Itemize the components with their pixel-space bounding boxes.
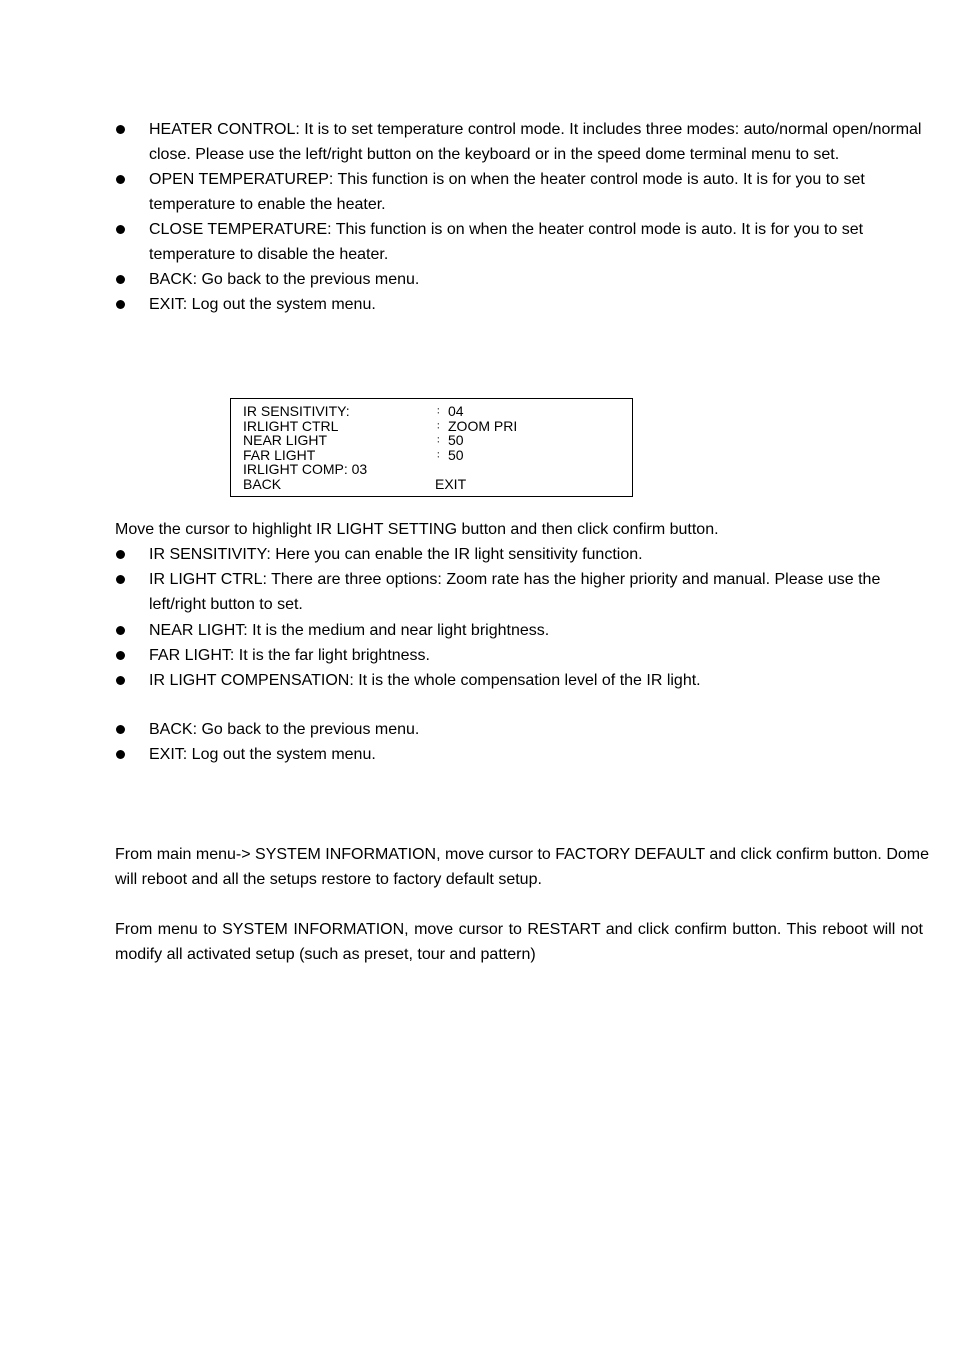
bullet-dot-icon <box>116 125 125 134</box>
bullet-dot-icon <box>116 750 125 759</box>
bullet-back: BACK: Go back to the previous menu. <box>115 717 927 742</box>
bullet-ir-light-ctrl: IR LIGHT CTRL: There are three options: Zoom rate has the higher priority and manual. Please use the left/right button to set. <box>115 567 927 617</box>
bullet-exit: EXIT: Log out the system menu. <box>115 742 927 767</box>
menu-back-button[interactable]: BACK <box>243 475 282 492</box>
ir-intro-paragraph: Move the cursor to highlight IR LIGHT SETTING button and then click confirm button. <box>115 521 719 538</box>
bullet-dot-icon <box>116 626 125 635</box>
bullet-dot-icon <box>116 225 125 234</box>
bullet-dot-icon <box>116 275 125 284</box>
bullet-dot-icon <box>116 550 125 559</box>
bullet-back: BACK: Go back to the previous menu. <box>115 267 927 292</box>
factory-default-paragraph: From main menu-> SYSTEM INFORMATION, move cursor to FACTORY DEFAULT and click confirm button. Dome will reboot and all the setups restore to factory default setup. <box>115 846 929 888</box>
ir-bullet-list <box>115 542 927 693</box>
bullet-near-light: NEAR LIGHT: It is the medium and near light brightness. <box>115 618 927 643</box>
restart-paragraph: From menu to SYSTEM INFORMATION, move cursor to RESTART and click confirm button. This reboot will not modify all activated setup (such as preset, tour and pattern) <box>115 921 923 963</box>
menu-exit-button[interactable]: EXIT <box>435 475 467 492</box>
bullet-close-temperature: CLOSE TEMPERATURE: This function is on when the heater control mode is auto. It is for you to set temperature to disable the heater. <box>115 217 927 267</box>
heater-bullet-list <box>115 117 927 317</box>
bullet-open-temperature: OPEN TEMPERATUREP: This function is on when the heater control mode is auto. It is for you to set temperature to enable the heater. <box>115 167 927 217</box>
bullet-exit: EXIT: Log out the system menu. <box>115 292 927 317</box>
bullet-dot-icon <box>116 175 125 184</box>
bullet-far-light: FAR LIGHT: It is the far light brightness. <box>115 643 927 668</box>
bullet-ir-light-compensation: IR LIGHT COMPENSATION: It is the whole compensation level of the IR light. <box>115 668 927 693</box>
bullet-dot-icon <box>116 676 125 685</box>
bullet-dot-icon <box>116 575 125 584</box>
bullet-heater-control: HEATER CONTROL: It is to set temperature control mode. It includes three modes: auto/normal open/normal close. Please use the left/right button on the keyboard or in the speed dome terminal menu to set. <box>115 117 927 167</box>
nav-bullet-list <box>115 717 927 767</box>
bullet-dot-icon <box>116 725 125 734</box>
ir-light-menu-box: IR SENSITIVITY: ： 04 IRLIGHT CTRL ： ZOOM PRI NEAR LIGHT ： 50 FAR LIGHT ： 50 IRLIGHT COMP: 03 BACK EXIT <box>230 398 633 497</box>
bullet-ir-sensitivity: IR SENSITIVITY: Here you can enable the IR light sensitivity function. <box>115 542 927 567</box>
bullet-dot-icon <box>116 651 125 660</box>
bullet-dot-icon <box>116 300 125 309</box>
